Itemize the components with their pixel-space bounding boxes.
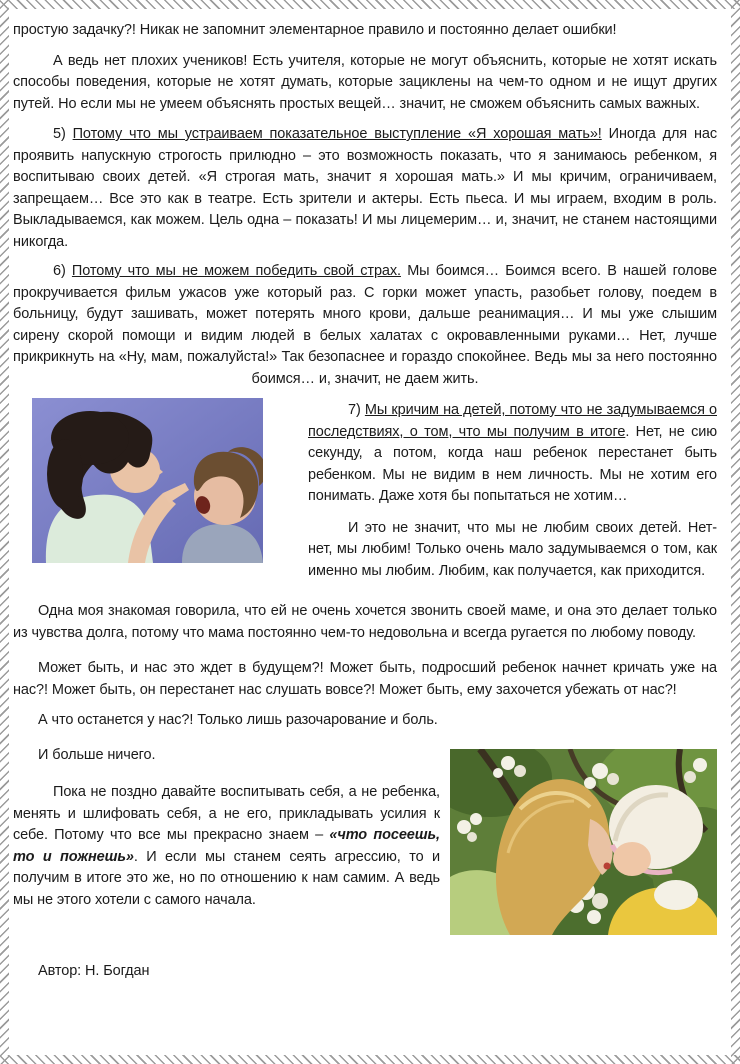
photo-and-text-row bbox=[13, 398, 717, 592]
item5-body: Иногда для нас проявить напускную строгость прилюдно – это возможность показать, что я занимаюсь ребенком, я воспитываю своих детей. «Я строгая мать, значит я хорошая мать.» И мы кричим, ограничиваем, запрещаем… Все это как в театре. Есть зрители и актеры. Есть пьеса. И мы играем, входим в роль. Выкладываемся, как можем. Цель одна – показать! И мы лицемерим… и, значит, не станем настоящими никогда. bbox=[13, 126, 717, 250]
paragraph-no-bad-students: А ведь нет плохих учеников! Есть учителя, которые не могут объяснить, которые не хотят искать способы поведения, которые не хотят думать, которые зациклены на чем-то одном и не ищут других путей. Но если мы не умеем объяснять простых вещей… значит, не сможем объяснить самых важных. bbox=[13, 52, 717, 112]
paragraph-reason-5 bbox=[13, 124, 717, 253]
left-text-column bbox=[13, 743, 440, 935]
hatched-border-right bbox=[731, 0, 740, 1064]
final-advice-text: Пока не поздно давайте воспитывать себя, а не ребенка, менять и шлифовать себя, а не его, прикладывать усилия к себе. Потому что все мы прекрасно знаем – bbox=[13, 784, 440, 843]
right-text-column bbox=[308, 398, 717, 592]
hatched-border-left bbox=[0, 0, 9, 1064]
item7-number: 7) bbox=[348, 402, 365, 418]
paragraph-what-remains: А что останется у нас?! Только лишь разочарование и боль. bbox=[38, 712, 438, 728]
paragraph-reason-6 bbox=[13, 261, 717, 390]
hatched-border-bottom bbox=[0, 1055, 740, 1064]
proverb-quote: «что посеешь, то и пожнешь» bbox=[13, 827, 440, 865]
paragraph-continuation: простую задачку?! Никак не запомнит элементарное правило и постоянно делает ошибки! bbox=[13, 22, 617, 38]
mother-daughter-blossom-photo bbox=[450, 749, 717, 935]
item5-number: 5) bbox=[53, 126, 73, 142]
paragraph-final-advice bbox=[13, 782, 440, 911]
hatched-border-top bbox=[0, 0, 740, 9]
final-advice-tail: . И если мы станем сеять агрессию, то и получим в итоге это же, но по отношению к нам самим. А ведь мы не этого хотели с самого начала. bbox=[13, 848, 440, 908]
mother-scolding-son-photo bbox=[32, 398, 263, 563]
text-and-photo-row bbox=[13, 743, 717, 935]
item6-lead-underlined: Потому что мы не можем победить свой страх. bbox=[71, 263, 401, 279]
item7-lead-underlined: Мы кричим на детей, потому что не задумываемся о последствиях, о том, что мы получим в итоге bbox=[308, 402, 717, 440]
item5-lead-underlined: Потому что мы устраиваем показательное выступление «Я хорошая мать»! bbox=[72, 126, 602, 142]
item6-body: Мы боимся… Боимся всего. В нашей голове прокручивается фильм ужасов уже который раз. С горки может упасть, разобьет голову, поедем в больницу, будут зашивать, может потерять много крови, дальше реанимация… И мы уже слышим сирену скорой помощи и видим людей в белых халатах с окровавленными руками… Нет, лучше прикрикнуть на «Ну, мам, пожалуйста!» Так безопаснее и гораздо спокойнее. Ведь мы за него постоянно боимся… и, значит, не даем жить. bbox=[13, 263, 717, 387]
item6-number: 6) bbox=[53, 263, 72, 279]
page-content bbox=[13, 13, 717, 982]
author-line: Автор: Н. Богдан bbox=[38, 962, 150, 979]
paragraph-reason-7 bbox=[308, 400, 717, 508]
paragraph-we-do-love: И это не значит, что мы не любим своих детей. Нет-нет, мы любим! Только очень мало задумываемся о том, как именно мы любим. Любим, как получается, как приходится. bbox=[308, 519, 717, 579]
paragraph-friend-story: Одна моя знакомая говорила, что ей не очень хочется звонить своей маме, и она это делает только из чувства долга, потому что мама постоянно чем-то недовольна и всегда ругается по любому поводу. bbox=[13, 603, 717, 641]
paragraph-maybe-future: Может быть, и нас это ждет в будущем?! Может быть, подросший ребенок начнет кричать уже на нас?! Может быть, он перестанет нас слушать вовсе?! Может быть, ему захочется убежать от нас?! bbox=[13, 660, 717, 698]
paragraph-nothing-more: И больше ничего. bbox=[38, 746, 156, 763]
item7-body: . Нет, не сию секунду, а потом, когда наш ребенок перестанет быть ребенком. Мы не видим в нем личность. Мы не хотим его понимать. Даже хотя бы попытаться не хотим… bbox=[308, 423, 717, 504]
